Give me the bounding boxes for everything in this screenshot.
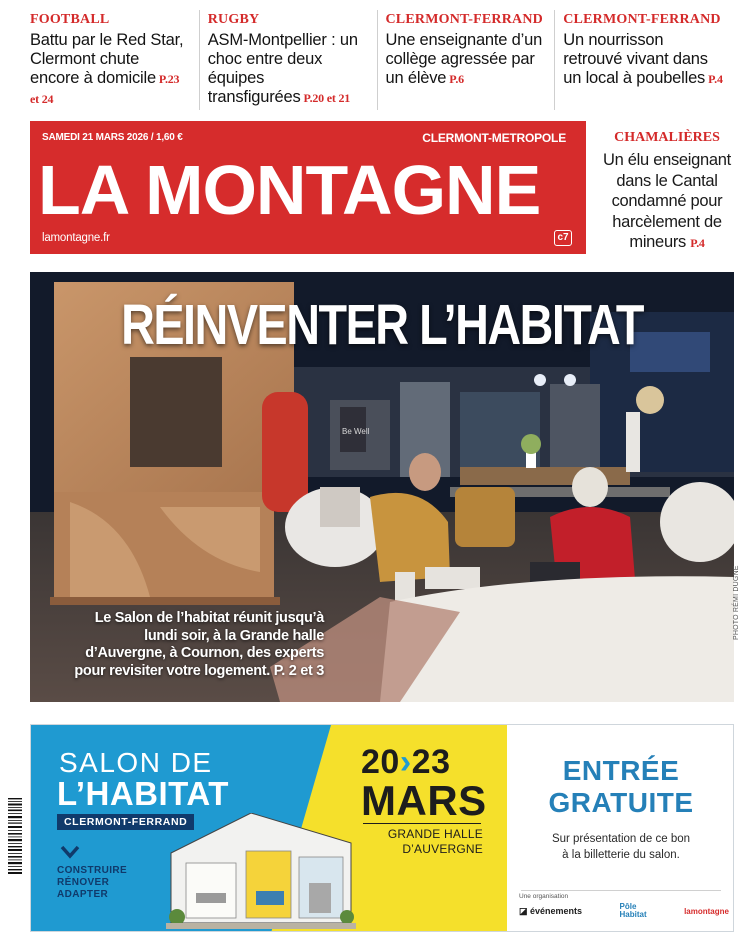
side-teaser-page-ref: P.4	[690, 236, 705, 250]
ad-verb: ADAPTER	[57, 889, 109, 900]
ad-organisation-label: Une organisation	[519, 893, 569, 900]
ad-date-end: 23	[411, 743, 451, 781]
ad-verbs-list	[57, 865, 127, 901]
ad-salon-title-line2: L’HABITAT	[57, 775, 229, 812]
main-photo[interactable]	[30, 272, 734, 702]
edition-label: CLERMONT-METROPOLE	[422, 131, 566, 145]
website-link[interactable]: lamontagne.fr	[42, 232, 110, 244]
chevron-right-icon: ›	[399, 743, 412, 781]
ad-condition-line2: à la billetterie du salon.	[562, 849, 680, 861]
main-headline[interactable]: RÉINVENTER L’HABITAT	[121, 293, 643, 357]
teaser-headline[interactable]: Une enseignante d’un collège agressée par un élève P.6	[385, 31, 543, 87]
ad-partner-logos	[519, 903, 729, 919]
teaser-page-ref: P.20 et 21	[303, 91, 351, 105]
ad-venue-line1: GRANDE HALLE	[387, 827, 483, 841]
teaser-football[interactable]	[22, 10, 199, 110]
teaser-page-ref: P.6	[449, 72, 464, 86]
publisher-logo-icon: c7	[554, 230, 572, 246]
main-photo-caption: Le Salon de l’habitat réunit jusqu’à lundi soir, à la Grande halle d’Auvergne, à Cournon, des experts pour revisiter votre logement. P. 2 et 3	[74, 610, 324, 679]
teaser-kicker: CLERMONT-FERRAND	[563, 12, 721, 27]
booth-sign: Be Well	[342, 427, 370, 436]
teaser-rugby[interactable]	[199, 10, 377, 110]
teaser-clermont-nourrisson[interactable]	[554, 10, 732, 110]
teaser-headline[interactable]: Un nourrisson retrouvé vivant dans un local à poubelles P.4	[563, 31, 723, 87]
ad-free-entry	[507, 755, 734, 819]
barcode-icon	[6, 796, 24, 876]
teaser-kicker: CLERMONT-FERRAND	[385, 12, 543, 27]
ad-free-entry-line1: ENTRÉE	[562, 755, 680, 786]
ad-dates	[361, 745, 450, 779]
top-teasers	[22, 10, 732, 110]
ad-date-start: 20	[361, 743, 400, 781]
side-teaser-kicker: CHAMALIÈRES	[614, 130, 720, 145]
ad-condition-line1: Sur présentation de ce bon	[551, 833, 691, 845]
ad-venue	[361, 827, 483, 857]
masthead	[30, 121, 586, 254]
ad-salon-title-line1: SALON DE	[59, 747, 213, 778]
ad-entry-condition	[507, 831, 734, 863]
teaser-headline[interactable]: ASM-Montpellier : un choc entre deux équipes transfigurées P.20 et 21	[207, 31, 358, 106]
lamontagne-logo: lamontagne	[684, 906, 729, 916]
evenements-logo: ◪ événements	[519, 905, 583, 916]
teaser-clermont-college[interactable]	[377, 10, 555, 110]
ad-logos-divider	[521, 890, 721, 891]
salon-habitat-advertisement[interactable]	[30, 724, 734, 932]
newspaper-title: LA MONTAGNE	[38, 151, 541, 229]
ad-free-entry-line2: GRATUITE	[548, 787, 694, 818]
ad-verb: CONSTRUIRE	[57, 865, 128, 876]
ad-month: MARS	[361, 777, 487, 824]
side-teaser-headline[interactable]: Un élu enseignant dans le Cantal condamné pour harcèlement de mineurs P.4	[603, 151, 731, 251]
ad-city-badge: CLERMONT-FERRAND	[57, 814, 194, 830]
teaser-page-ref: P.23 et 24	[30, 72, 180, 106]
teaser-headline[interactable]: Battu par le Red Star, Clermont chute encore à domicile P.23 et 24	[30, 31, 184, 106]
teaser-kicker: RUGBY	[207, 12, 260, 27]
chevron-down-icon	[60, 845, 80, 859]
house-cutaway-illustration	[161, 813, 361, 932]
c7-logo-icon: ◪	[519, 905, 531, 916]
ad-verb: RÉNOVER	[57, 877, 110, 888]
teaser-page-ref: P.4	[708, 72, 723, 86]
photo-credit: PHOTO RÉMI DUGNE	[733, 565, 740, 640]
ad-venue-line2: D’AUVERGNE	[402, 842, 483, 856]
side-teaser[interactable]	[602, 130, 732, 254]
issue-date-price: SAMEDI 21 MARS 2026 / 1,60 €	[42, 132, 183, 143]
pole-habitat-logo: Pôle Habitat	[619, 902, 647, 919]
ad-divider	[363, 823, 481, 824]
teaser-kicker: FOOTBALL	[30, 12, 110, 27]
